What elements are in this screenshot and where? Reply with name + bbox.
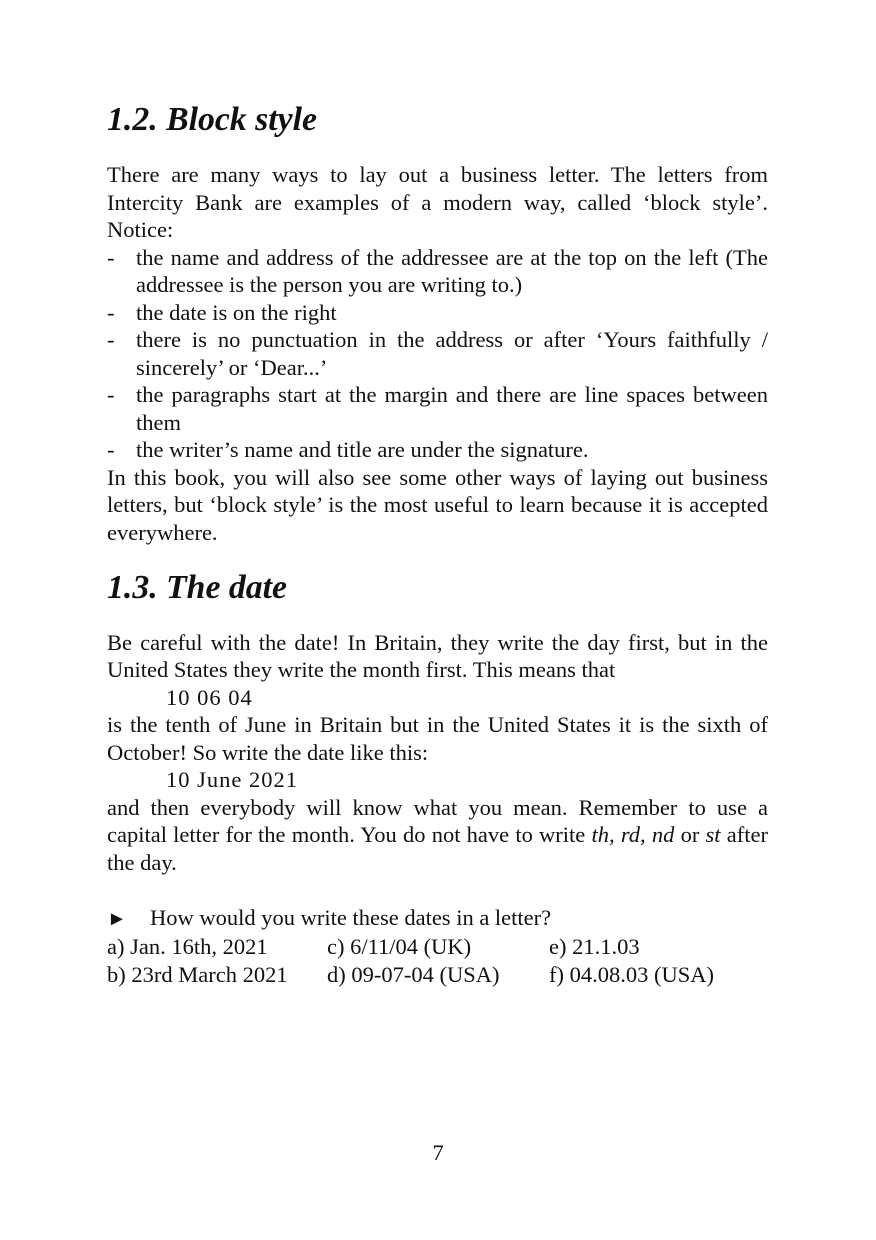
bullet-dash: - <box>107 382 115 407</box>
list-item <box>107 436 768 464</box>
exercise-prompt-text: How would you write these dates in a letter? <box>150 904 552 930</box>
bullet-dash: - <box>107 437 115 462</box>
suffix-st: st <box>705 822 721 847</box>
exercise-item-c: c) 6/11/04 (UK) <box>327 934 472 959</box>
date-example-written: 10 June 2021 <box>166 767 298 792</box>
suffix-examples: th, rd, nd <box>591 822 675 847</box>
bullet-dash: - <box>107 244 115 270</box>
exercise-items <box>107 933 768 988</box>
page-content <box>107 101 768 988</box>
date-paragraph-3 <box>107 794 768 877</box>
block-style-intro: There are many ways to lay out a business letter. The letters from Intercity Bank are examples of a modern way, called ‘block style’. Notice: <box>107 162 768 242</box>
bullet-dash: - <box>107 327 115 352</box>
list-item-text: the writer’s name and title are under the signature. <box>136 437 589 462</box>
list-item-text: the paragraphs start at the margin and there are line spaces between them <box>136 382 768 435</box>
list-item <box>107 381 768 436</box>
date-example-numeric: 10 06 04 <box>166 684 253 710</box>
triangle-right-icon: ► <box>107 907 127 930</box>
exercise-item-d: d) 09-07-04 (USA) <box>327 961 500 987</box>
bullet-dash: - <box>107 299 115 325</box>
exercise-item-a: a) Jan. 16th, 2021 <box>107 934 268 959</box>
heading-the-date: 1.3. The date <box>107 568 287 606</box>
date-paragraph-2: is the tenth of June in Britain but in the United States it is the sixth of October! So write the date like this: <box>107 712 768 765</box>
date-paragraph-1: Be careful with the date! In Britain, they write the day first, but in the United States they write the month first. This means that <box>107 629 768 682</box>
list-item-text: there is no punctuation in the address or after ‘Yours faithfully / sincerely’ or ‘Dear...’ <box>136 327 768 380</box>
exercise-item-f: f) 04.08.03 (USA) <box>549 961 714 987</box>
list-item <box>107 326 768 381</box>
block-style-list <box>107 244 768 464</box>
list-item-text: the name and address of the addressee are at the top on the left (The addressee is the person you are writing to.) <box>136 244 768 297</box>
date-paragraph-3-end: after the day. <box>107 822 768 875</box>
date-paragraph-3-text: and then everybody will know what you mean. Remember to use a capital letter for the month. You do not have to write <box>107 794 768 847</box>
block-style-outro: In this book, you will also see some other ways of laying out business letters, but ‘block style’ is the most useful to learn because it is accepted everywhere. <box>107 464 768 545</box>
list-item <box>107 299 768 327</box>
exercise-prompt <box>107 904 768 934</box>
list-item <box>107 244 768 299</box>
exercise-item-b: b) 23rd March 2021 <box>107 961 288 987</box>
spacer <box>107 876 768 904</box>
heading-block-style: 1.2. Block style <box>107 101 317 138</box>
list-item-text: the date is on the right <box>136 299 337 325</box>
date-paragraph-3-or: or <box>674 822 706 847</box>
page-number: 7 <box>432 1140 444 1165</box>
exercise-item-e: e) 21.1.03 <box>549 934 640 959</box>
